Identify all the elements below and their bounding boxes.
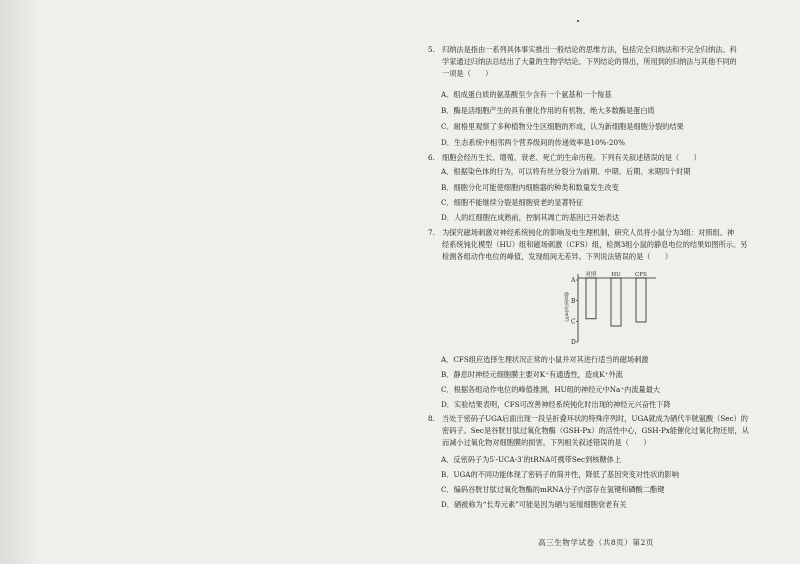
option-d: D．生态系统中相邻两个营养级间的传递效率是10%-20% bbox=[441, 138, 625, 147]
question-stem-line: 为探究磁场刺激对神经系统钝化的影响及电生理机制，研究人员将小鼠分为3组：对照组、神 bbox=[442, 228, 735, 237]
category-label: CFS bbox=[635, 272, 647, 278]
question-6 bbox=[428, 152, 783, 164]
bar bbox=[586, 278, 596, 319]
question-number: 6. bbox=[428, 153, 435, 162]
option-c: C．细胞不能继续分裂是细胞衰老的显著特征 bbox=[441, 198, 584, 207]
question-7 bbox=[428, 227, 783, 263]
option-c: C．根据各组动作电位的峰值推测，HU组的神经元中Na⁺内流量最大 bbox=[441, 385, 661, 394]
option-d: D．人的红细胞在成熟前，控制其凋亡的基因已开始表达 bbox=[441, 213, 620, 222]
option-b: B．酶是活细胞产生的具有催化作用的有机物，绝大多数酶是蛋白质 bbox=[441, 106, 655, 115]
question-number: 8. bbox=[428, 414, 435, 423]
option-d: D．硒被称为“长寿元素”可能是因为硒与延缓细胞衰老有关 bbox=[441, 500, 627, 509]
question-number: 5. bbox=[428, 45, 435, 54]
question-stem-line: 当处于密码子UGA后面出现一段呈折叠环状的特殊序列时，UGA就成为硒代半胱氨酸（Sec）的 bbox=[442, 414, 748, 423]
question-stem-line: 学家通过归纳法总结出了大量的生物学结论。下列结论的得出，所用到的归纳法与其他不同的 bbox=[442, 57, 737, 66]
option-b: B．细胞分化可能使细胞内细胞器的种类和数量发生改变 bbox=[441, 183, 619, 192]
option-a: A．组成蛋白质的氨基酸至少含有一个氨基和一个羧基 bbox=[441, 90, 612, 99]
question-stem-line: 密码子。Sec是谷胱甘肽过氧化物酶（GSH-Px）的活性中心，GSH-Px能催化过氧化物还原，从 bbox=[442, 426, 749, 435]
option-d: D．实验结果表明，CFS可改善神经系统钝化时出现的神经元兴奋性下降 bbox=[441, 400, 671, 409]
y-tick-label: C bbox=[571, 318, 576, 326]
question-5 bbox=[428, 44, 783, 80]
bar bbox=[611, 278, 621, 326]
question-number: 7. bbox=[428, 228, 435, 237]
option-b: B．UGA的不同功能体现了密码子的简并性，降低了基因突变对性状的影响 bbox=[441, 470, 679, 479]
option-a: A．CFS组应选择生理状况正常的小鼠并对其进行适当的磁场刺激 bbox=[441, 355, 649, 364]
question-8 bbox=[428, 413, 783, 449]
y-tick-label: B bbox=[571, 297, 576, 305]
page-footer: 高三生物学试卷（共8页）第2页 bbox=[538, 538, 654, 547]
scan-speck bbox=[577, 20, 579, 22]
option-b: B．静息时神经元细胞膜主要对K⁺有通透性，造成K⁺外流 bbox=[441, 370, 623, 379]
category-label: HU bbox=[611, 272, 621, 278]
option-c: C．耐格里观察了多种植物分生区细胞的形成，认为新细胞是细胞分裂的结果 bbox=[441, 122, 684, 131]
category-label: 对照 bbox=[585, 272, 597, 278]
bar bbox=[636, 278, 646, 322]
y-axis-label: 静息电位(mV) bbox=[563, 292, 569, 322]
scan-edge-shadow bbox=[0, 0, 40, 564]
question-stem-line: 而减小过氧化物对细胞膜的损害。下列相关叙述错误的是（ ） bbox=[442, 438, 651, 447]
y-tick-label: D bbox=[571, 339, 576, 346]
option-c: C．编码谷胱甘肽过氧化物酶的mRNA分子内部存在氢键和磷酸二酯键 bbox=[441, 485, 665, 494]
question-stem-line: 一项是（ ） bbox=[442, 69, 493, 78]
option-a: A．根据染色体的行为，可以将有丝分裂分为前期、中期、后期、末期四个时期 bbox=[441, 167, 691, 176]
y-tick-label: A bbox=[571, 277, 576, 285]
question-stem-line: 归纳法是指由一系列具体事实推出一般结论的思维方法，包括完全归纳法和不完全归纳法。科 bbox=[442, 45, 737, 54]
question-stem-line: 细胞会经历生长、增殖、衰老、死亡的生命历程。下列有关叙述错误的是（ ） bbox=[442, 153, 701, 162]
option-a: A．反密码子为5′-UCA-3′的tRNA可携带Sec到核糖体上 bbox=[441, 455, 622, 464]
question-stem-line: 经系统钝化模型（HU）组和磁场刺激（CFS）组，检测3组小鼠的静息电位的结果如图所示。另 bbox=[442, 240, 748, 249]
question-stem-line: 检测各组动作电位的峰值，发现组间无差异。下列说法错误的是（ ） bbox=[442, 252, 673, 261]
resting-potential-chart bbox=[560, 268, 660, 346]
